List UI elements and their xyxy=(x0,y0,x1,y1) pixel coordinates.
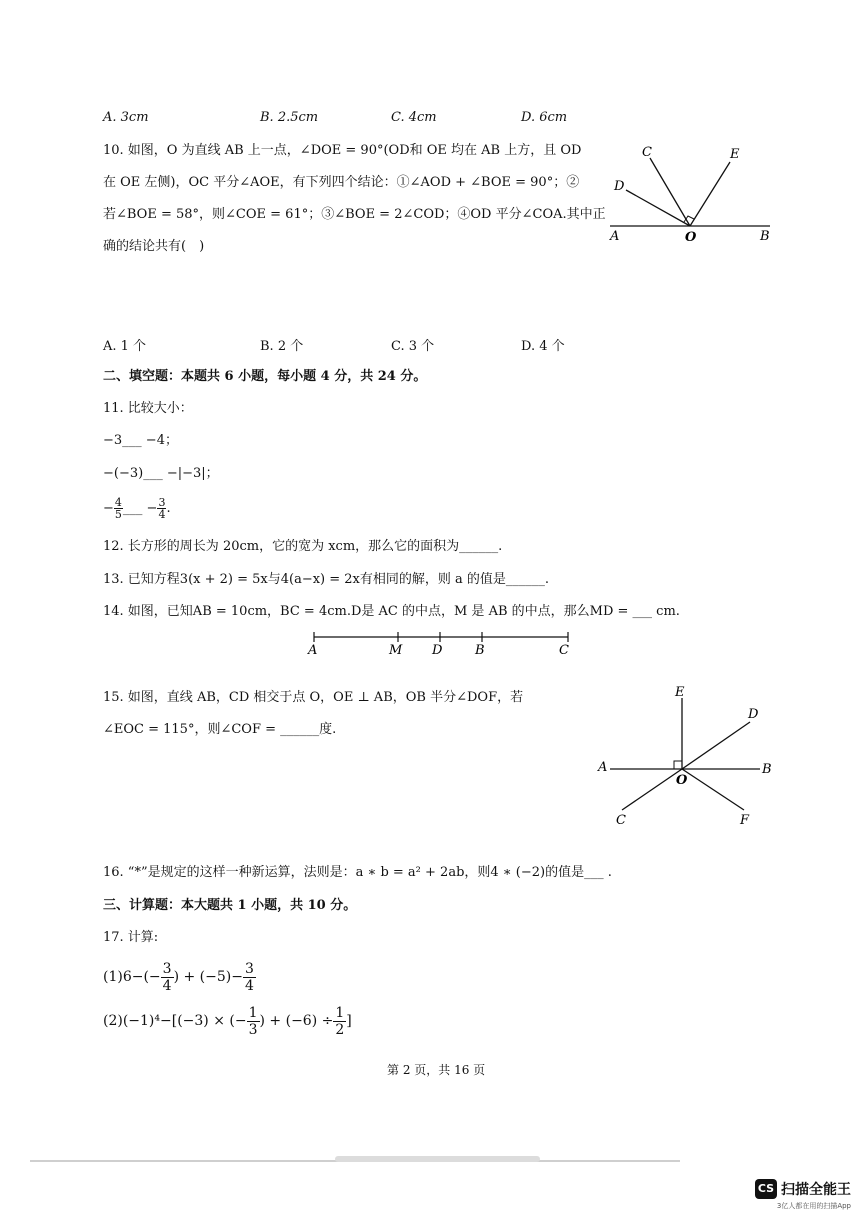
q15-label-c: C xyxy=(616,813,626,828)
q10-label-b: B xyxy=(760,229,770,244)
q10-label-o: O xyxy=(685,230,697,245)
q17-p1-fraction-1: $\frac{3}{4}$ xyxy=(162,960,172,994)
q14-label-a: A xyxy=(308,643,318,658)
q11-fraction-1: $\frac{4}{5}$ xyxy=(114,496,122,521)
q11-blank: ___ − xyxy=(122,501,158,516)
q11-fraction-2: $\frac{3}{4}$ xyxy=(158,496,166,521)
q17-title: 17. 计算: xyxy=(103,930,159,945)
q10-line-1: 10. 如图，O 为直线 AB 上一点，∠DOE = 90°(OD和 OE 均在 AB 上方，且 OD xyxy=(103,143,582,158)
q13-text: 13. 已知方程3(x + 2) = 5x与4(a−x) = 2x有相同的解，则 a 的值是______. xyxy=(103,572,550,587)
q10-label-e: E xyxy=(730,147,740,162)
q9-option-c: C. 4cm xyxy=(391,110,437,125)
q14-text: 14. 如图，已知AB = 10cm，BC = 4cm.D是 AC 的中点，M 是 AB 的中点，那么MD = ___ cm. xyxy=(103,604,680,619)
q10-label-d: D xyxy=(614,179,625,194)
q10-line-2: 在 OE 左侧)，OC 平分∠AOE，有下列四个结论：①∠AOD + ∠BOE = 90°；② xyxy=(103,175,580,190)
scanner-watermark xyxy=(755,1178,851,1211)
q9-option-a: A. 3cm xyxy=(103,110,149,125)
q10-line-4: 确的结论共有( ) xyxy=(103,239,205,254)
q11-minus: − xyxy=(103,501,114,516)
q17-p1-fraction-2: $\frac{3}{4}$ xyxy=(244,960,254,994)
section-3-heading: 三、计算题：本大题共 1 小题，共 10 分。 xyxy=(103,898,357,913)
watermark-tagline: 3亿人都在用的扫描App xyxy=(776,1201,851,1210)
q14-label-c: C xyxy=(559,643,569,658)
q15-label-e: E xyxy=(675,685,685,700)
section-2-heading: 二、填空题：本题共 6 小题，每小题 4 分，共 24 分。 xyxy=(103,369,427,384)
q10-label-a: A xyxy=(610,229,620,244)
q11-compare-2: −(−3)___ −|−3|； xyxy=(103,466,219,481)
q14-label-d: D xyxy=(432,643,443,658)
q10-angle-figure xyxy=(600,140,790,250)
q12-text: 12. 长方形的周长为 20cm，它的宽为 xcm，那么它的面积为______. xyxy=(103,539,503,554)
q11-compare-3: − $\frac{4}{5}$ ___ − $\frac{3}{4}$ . xyxy=(103,496,171,521)
q15-angle-figure xyxy=(592,680,782,830)
q17-part-2: (2)(−1)⁴−[(−3) × (− $\frac{1}{3}$ ) + (−6) ÷ $\frac{1}{2}$ ] xyxy=(103,1004,352,1038)
q9-option-d: D. 6cm xyxy=(521,110,568,125)
page-footer: 第 2 页，共 16 页 xyxy=(387,1063,486,1077)
q15-label-d: D xyxy=(748,707,759,722)
q14-label-b: B xyxy=(475,643,485,658)
q16-text: 16. “*”是规定的这样一种新运算，法则是：a ∗ b = a² + 2ab，则4 ∗ (−2)的值是___ . xyxy=(103,865,612,880)
q10-option-a: A. 1 个 xyxy=(103,339,147,354)
q14-label-m: M xyxy=(389,643,403,658)
q10-label-c: C xyxy=(642,145,652,160)
q11-title: 11. 比较大小： xyxy=(103,401,193,416)
q10-option-d: D. 4 个 xyxy=(521,339,565,354)
q14-segment-figure xyxy=(300,628,585,658)
q15-line-1: 15. 如图，直线 AB，CD 相交于点 O，OE ⊥ AB，OB 半分∠DOF，若 xyxy=(103,690,524,705)
q15-label-f: F xyxy=(740,813,750,828)
scan-edge-shadow xyxy=(335,1156,540,1162)
q10-option-b: B. 2 个 xyxy=(260,339,304,354)
q17-p2-fraction-2: $\frac{1}{2}$ xyxy=(335,1004,345,1038)
q10-line-3: 若∠BOE = 58°，则∠COE = 61°；③∠BOE = 2∠COD；④OD 平分∠COA.其中正 xyxy=(103,207,606,222)
q17-part-1: (1)6−(− $\frac{3}{4}$ ) + (−5)− $\frac{3}{4}$ xyxy=(103,960,254,994)
q15-label-a: A xyxy=(598,760,608,775)
q11-compare-1: −3___ −4； xyxy=(103,433,178,448)
q17-p2-fraction-1: $\frac{1}{3}$ xyxy=(248,1004,258,1038)
q15-label-b: B xyxy=(762,762,772,777)
q15-label-o: O xyxy=(676,773,688,788)
watermark-app-name: 扫描全能王 xyxy=(781,1181,851,1198)
q15-line-2: ∠EOC = 115°，则∠COF = ______度. xyxy=(103,722,337,737)
q10-option-c: C. 3 个 xyxy=(391,339,435,354)
q9-option-b: B. 2.5cm xyxy=(260,110,319,125)
camscanner-logo: CS xyxy=(755,1179,777,1199)
